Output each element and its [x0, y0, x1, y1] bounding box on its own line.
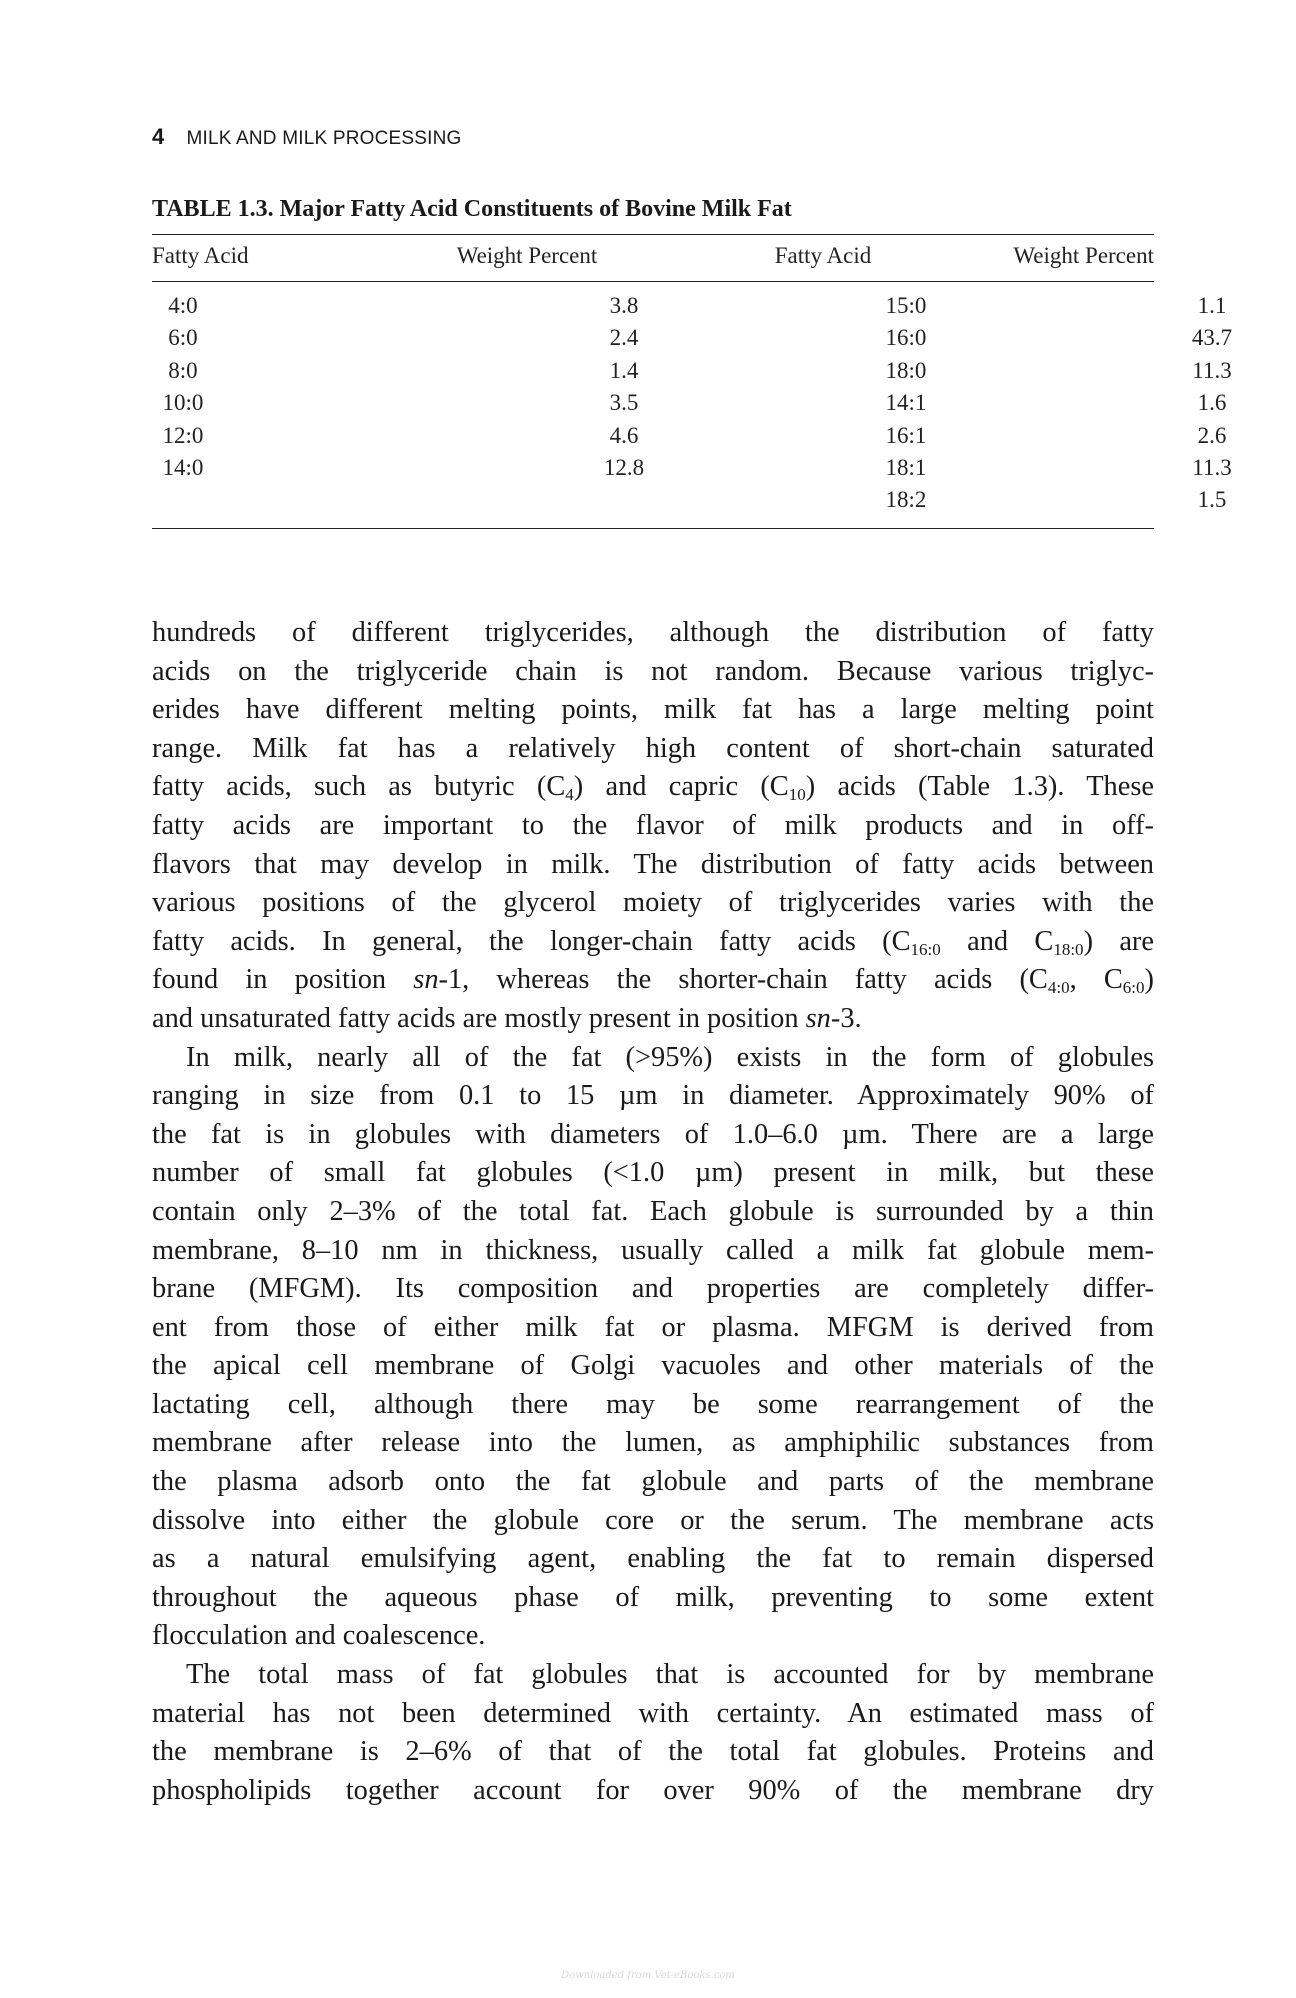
table-row: [152, 293, 1227, 325]
table-bottom-rule: [152, 528, 1154, 529]
text-line: ent from those of either milk fat or plasma. MFGM is derived from: [152, 1311, 1154, 1343]
text-line: throughout the aqueous phase of milk, preventing to some extent: [152, 1581, 1154, 1613]
table-row: [152, 325, 1233, 357]
table-header: [152, 243, 1154, 275]
table-row: [152, 487, 1227, 519]
text-line: fatty acids. In general, the longer-chain fatty acids ($C_{16:0}$ and $C_{18:0}$) are: [152, 925, 1154, 959]
text-line: fatty acids, such as butyric $(C_4)$ and capric $(C_{10})$ acids (Table 1.3). These: [152, 771, 1154, 805]
running-title: MILK AND MILK PROCESSING: [186, 128, 462, 149]
text-line: as a natural emulsifying agent, enabling the fat to remain dispersed: [152, 1543, 1154, 1575]
column-header-weight-percent-1: Weight Percent: [456, 243, 598, 268]
text-line: found in position sn-1, whereas the shorter-chain fatty acids ($C_{4:0}$, $C_{6:0}$): [152, 964, 1154, 998]
table-header-rule: [152, 281, 1154, 282]
table-header-row: [152, 243, 1154, 275]
fatty-acid-cell: 8:0: [168, 357, 198, 383]
fatty-acid-cell: 15:0: [885, 293, 927, 318]
text-line: flocculation and coalescence.: [152, 1620, 486, 1652]
weight-percent-cell: 4.6: [609, 422, 639, 448]
paragraph-3: [152, 1656, 1154, 1810]
text-line: range. Milk fat has a relatively high content of short-chain saturated: [152, 732, 1154, 764]
table-caption: TABLE 1.3. Major Fatty Acid Constituents of Bovine Milk Fat: [152, 196, 792, 222]
fatty-acid-cell: 6:0: [168, 325, 198, 351]
weight-percent-cell: 43.7: [1191, 325, 1233, 351]
text-line: hundreds of different triglycerides, although the distribution of fatty: [152, 617, 1154, 648]
weight-percent-cell: 2.4: [609, 325, 639, 351]
text-line: brane (MFGM). Its composition and properties are completely differ-: [152, 1273, 1154, 1305]
weight-percent-cell: 2.6: [1197, 422, 1227, 448]
table-row: [152, 454, 1232, 487]
table-top-rule: [152, 234, 1154, 235]
weight-percent-cell: 12.8: [603, 454, 645, 480]
weight-percent-cell: 3.8: [609, 293, 639, 318]
table-body: [152, 293, 1233, 520]
fatty-acid-cell: 16:0: [885, 325, 927, 351]
fatty-acid-cell: 14:0: [162, 454, 204, 480]
body-text: [152, 614, 1154, 1810]
text-line: In milk, nearly all of the fat (>95%) exists in the form of globules: [186, 1041, 1154, 1073]
fatty-acid-cell: 16:1: [885, 422, 927, 448]
text-line: and unsaturated fatty acids are mostly present in position sn-3.: [152, 1002, 862, 1034]
weight-percent-cell: 1.6: [1197, 390, 1227, 416]
text-line: phospholipids together account for over 90% of the membrane dry: [152, 1774, 1154, 1806]
text-line: lactating cell, although there may be some rearrangement of the: [152, 1388, 1154, 1420]
text-line: material has not been determined with certainty. An estimated mass of: [152, 1697, 1154, 1729]
text-line: flavors that may develop in milk. The distribution of fatty acids between: [152, 848, 1154, 880]
text-line: number of small fat globules (<1.0 µm) present in milk, but these: [152, 1157, 1154, 1189]
table-row: [152, 422, 1227, 455]
text-line: acids on the triglyceride chain is not random. Because various triglyc-: [152, 655, 1154, 687]
page-number: 4: [152, 124, 165, 149]
weight-percent-cell: 11.3: [1192, 357, 1232, 383]
text-line: membrane after release into the lumen, as amphiphilic substances from: [152, 1427, 1154, 1459]
watermark: Downloaded from Vet-eBooks.com: [561, 1970, 735, 1981]
text-line: erides have different melting points, milk fat has a large melting point: [152, 694, 1154, 726]
weight-percent-cell: 3.5: [609, 390, 639, 416]
table-row: [152, 390, 1227, 422]
paragraph-1: [152, 614, 1154, 1039]
column-header-weight-percent-2: Weight Percent: [1013, 243, 1154, 268]
text-line: the membrane is 2–6% of that of the total fat globules. Proteins and: [152, 1736, 1154, 1768]
text-line: ranging in size from 0.1 to 15 µm in diameter. Approximately 90% of: [152, 1080, 1154, 1112]
text-line: dissolve into either the globule core or the serum. The membrane acts: [152, 1504, 1154, 1536]
text-line: various positions of the glycerol moiety of triglycerides varies with the: [152, 887, 1154, 919]
text-line: the plasma adsorb onto the fat globule and parts of the membrane: [152, 1466, 1154, 1498]
running-head: [152, 124, 462, 150]
weight-percent-cell: 1.1: [1197, 293, 1227, 318]
fatty-acid-cell: 12:0: [162, 422, 204, 448]
text-line: the fat is in globules with diameters of 1.0–6.0 µm. There are a large: [152, 1118, 1154, 1150]
text-line: fatty acids are important to the flavor of milk products and in off-: [152, 809, 1154, 841]
column-header-fatty-acid-2: Fatty Acid: [774, 243, 872, 268]
fatty-acid-cell: 18:0: [885, 357, 927, 383]
text-line: the apical cell membrane of Golgi vacuoles and other materials of the: [152, 1350, 1154, 1382]
fatty-acid-cell: 14:1: [885, 390, 927, 416]
text-line: contain only 2–3% of the total fat. Each globule is surrounded by a thin: [152, 1195, 1154, 1227]
fatty-acid-cell: 10:0: [162, 390, 204, 416]
fatty-acid-cell: 18:2: [885, 487, 927, 513]
text-line: The total mass of fat globules that is accounted for by membrane: [186, 1659, 1154, 1691]
fatty-acid-cell: 4:0: [168, 293, 198, 318]
weight-percent-cell: 11.3: [1192, 454, 1232, 480]
fatty-acid-cell: 18:1: [885, 454, 927, 480]
text-line: membrane, 8–10 nm in thickness, usually called a milk fat globule mem-: [152, 1234, 1154, 1266]
column-header-fatty-acid-1: Fatty Acid: [152, 243, 249, 268]
weight-percent-cell: 1.4: [609, 357, 639, 383]
table-row: [152, 357, 1232, 390]
paragraph-2: [152, 1039, 1154, 1657]
weight-percent-cell: 1.5: [1197, 487, 1227, 513]
